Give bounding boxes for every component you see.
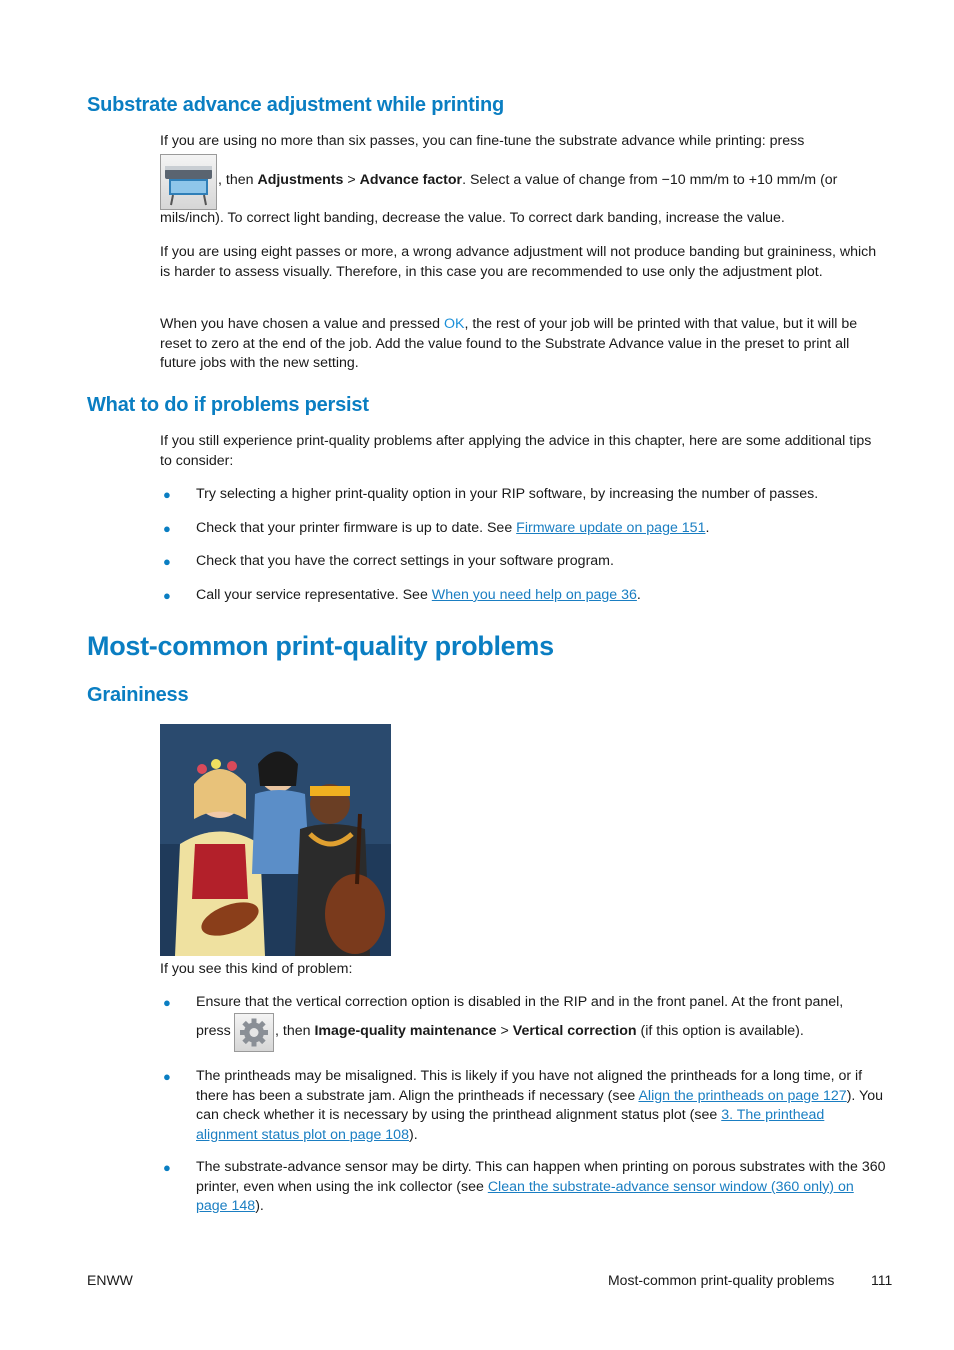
substrate-paragraph-1a: If you are using no more than six passes, you can fine-tune the substrate advance while printing: press bbox=[160, 133, 805, 149]
graininess-caption: If you see this kind of problem: bbox=[160, 961, 353, 977]
gear-settings-icon[interactable] bbox=[234, 1013, 274, 1052]
substrate-paragraph-3: When you have chosen a value and pressed OK, the rest of your job will be printed with that value, but it will be reset to zero at the end of the job. Add the value found to the Substrate Advance value in the preset to print all future jobs with the new setting. bbox=[160, 316, 858, 371]
graininess-bullet-1a: Ensure that the vertical correction option is disabled in the RIP and in the front panel. At the front panel, bbox=[196, 994, 844, 1010]
section-heading-problems-persist: What to do if problems persist bbox=[87, 394, 369, 416]
persist-bullet-3: Check that you have the correct settings in your software program. bbox=[196, 553, 614, 569]
menu-image-quality-maintenance: Image-quality maintenance bbox=[314, 1023, 497, 1039]
link-clean-sensor-window[interactable]: Clean the substrate-advance sensor window (360 only) on page 148 bbox=[196, 1178, 854, 1214]
menu-adjustments: Adjustments bbox=[257, 172, 344, 188]
chapter-heading: Most-common print-quality problems bbox=[87, 631, 554, 661]
footer-chapter-title: Most-common print-quality problems bbox=[608, 1272, 835, 1288]
bullet-icon: ● bbox=[163, 487, 171, 502]
graininess-bullet-3: The substrate-advance sensor may be dirty. This can happen when printing on porous substrates with the 360 printer, even when using the ink collector (see Clean the substrate-advance sensor window (360 only) on page 148). bbox=[196, 1159, 886, 1214]
substrate-paragraph-2: If you are using eight passes or more, a wrong advance adjustment will not produce banding but graininess, which is harder to assess visually. Therefore, in this case you are recommended to use only the adjustment plot. bbox=[160, 244, 877, 280]
footer-page-number: 111 bbox=[871, 1272, 893, 1288]
graininess-sample-photo bbox=[160, 724, 391, 956]
menu-advance-factor: Advance factor bbox=[359, 172, 463, 188]
link-firmware-update[interactable]: Firmware update on page 151 bbox=[516, 520, 706, 536]
bullet-icon: ● bbox=[163, 1069, 171, 1084]
bullet-icon: ● bbox=[163, 554, 171, 569]
link-align-printheads[interactable]: Align the printheads on page 127 bbox=[638, 1087, 847, 1104]
graininess-bullet-1b: , then Image-quality maintenance > Vertical correction (if this option is available). bbox=[275, 1023, 804, 1039]
menu-vertical-correction: Vertical correction bbox=[512, 1023, 637, 1039]
graininess-bullet-2: The printheads may be misaligned. This is likely if you have not aligned the printheads for a long time, or if there has been a substrate jam. Align the printheads if necessary (see Align the printheads on page 127). You can check whether it is necessary by using the printhead alignment status plot (see 3. The printhead alignment status plot on page 108). bbox=[196, 1068, 883, 1143]
graininess-bullet-1-press: press bbox=[196, 1023, 231, 1039]
persist-bullet-4: Call your service representative. See When you need help on page 36. bbox=[196, 587, 641, 603]
ok-key-label: OK bbox=[443, 316, 465, 332]
printer-icon[interactable] bbox=[160, 154, 217, 210]
section-heading-substrate-advance: Substrate advance adjustment while printing bbox=[87, 94, 505, 116]
section-heading-graininess: Graininess bbox=[87, 684, 189, 706]
bullet-icon: ● bbox=[163, 1160, 171, 1175]
link-alignment-status-plot[interactable]: 3. The printhead alignment status plot on page 108 bbox=[196, 1107, 825, 1143]
footer-left: ENWW bbox=[87, 1272, 133, 1288]
persist-bullet-1: Try selecting a higher print-quality option in your RIP software, by increasing the number of passes. bbox=[196, 486, 819, 502]
substrate-paragraph-1b: , then Adjustments > Advance factor. Select a value of change from −10 mm/m to +10 mm/m (or bbox=[218, 172, 838, 188]
bullet-icon: ● bbox=[163, 995, 171, 1010]
persist-bullet-2: Check that your printer firmware is up to date. See Firmware update on page 151. bbox=[196, 520, 710, 536]
link-when-you-need-help[interactable]: When you need help on page 36 bbox=[431, 587, 637, 603]
bullet-icon: ● bbox=[163, 588, 171, 603]
substrate-paragraph-1d: mils/inch). To correct light banding, decrease the value. To correct dark banding, increase the value. bbox=[160, 210, 785, 226]
persist-intro: If you still experience print-quality problems after applying the advice in this chapter, here are some additional tips to consider: bbox=[160, 433, 872, 469]
bullet-icon: ● bbox=[163, 521, 171, 536]
